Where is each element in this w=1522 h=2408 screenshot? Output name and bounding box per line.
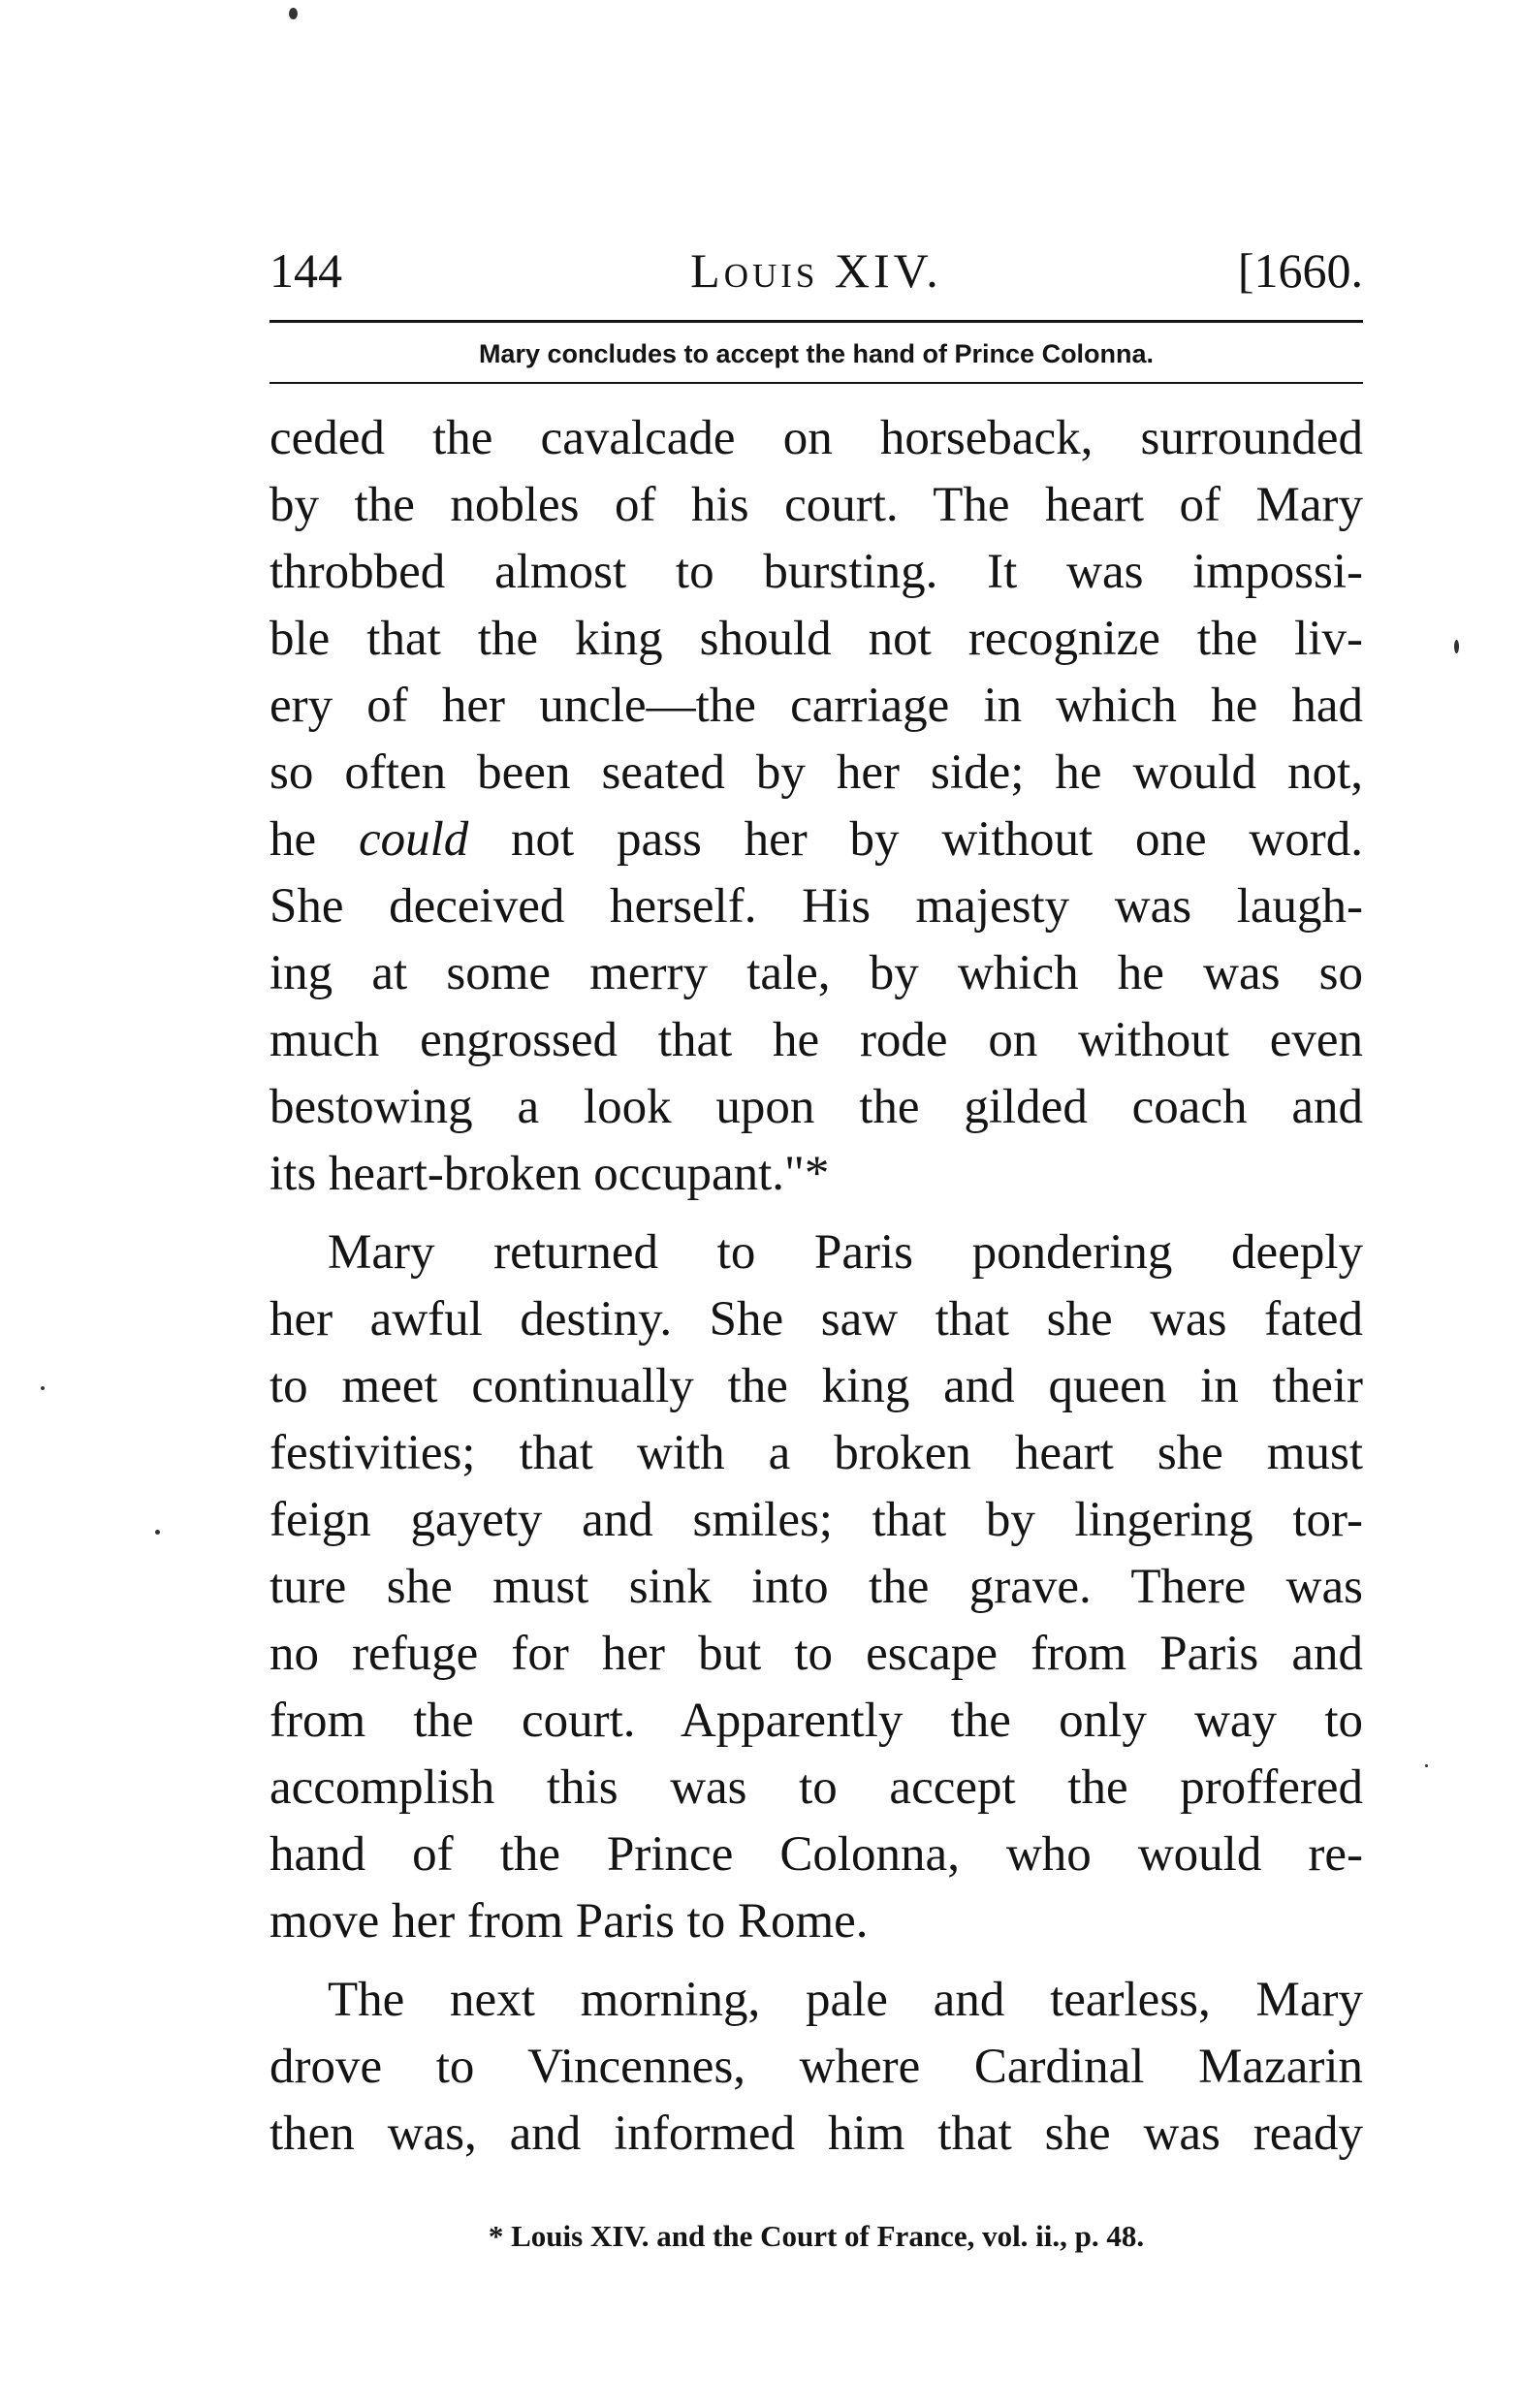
header-rule-top xyxy=(270,320,1363,323)
ink-speck xyxy=(1454,640,1459,653)
text-line: no refuge for her but to escape from Paris and xyxy=(270,1627,1363,1681)
text-line: to meet continually the king and queen in their xyxy=(270,1359,1363,1413)
text-line: drove to Vincennes, where Cardinal Mazarin xyxy=(270,2040,1363,2094)
header-rule-bottom xyxy=(270,382,1363,384)
text-line: then was, and informed him that she was ready xyxy=(270,2107,1363,2161)
text-line: so often been seated by her side; he would not, xyxy=(270,745,1363,800)
ink-speck xyxy=(289,8,298,19)
paragraph xyxy=(270,405,1363,1208)
ink-speck xyxy=(41,1386,45,1390)
text-line: its heart-broken occupant."* xyxy=(270,1147,830,1201)
paragraph xyxy=(270,1220,1363,1955)
text-line: ery of her uncle—the carriage in which he had xyxy=(270,679,1363,733)
text-line: feign gayety and smiles; that by lingering tor- xyxy=(270,1493,1363,1547)
paragraph-gap xyxy=(270,1955,1363,1967)
ink-speck xyxy=(1425,1764,1428,1767)
text-line: bestowing a look upon the gilded coach and xyxy=(270,1080,1363,1134)
page-number: 144 xyxy=(270,243,342,298)
text-line: accomplish this was to accept the proffered xyxy=(270,1760,1363,1815)
page-header xyxy=(270,237,1363,304)
text-line: Mary returned to Paris pondering deeply xyxy=(328,1225,1363,1280)
paragraph xyxy=(270,1967,1363,2168)
text-line: ble that the king should not recognize the liv- xyxy=(270,612,1363,666)
text-line: The next morning, pale and tearless, Mary xyxy=(328,1973,1363,2027)
text-line: hand of the Prince Colonna, who would re- xyxy=(270,1827,1363,1882)
footnote: * Louis XIV. and the Court of France, vol. ii., p. 48. xyxy=(488,2219,1145,2253)
text-line: ing at some merry tale, by which he was so xyxy=(270,946,1363,1000)
text-line: ture she must sink into the grave. There was xyxy=(270,1560,1363,1614)
body-text xyxy=(270,405,1363,2168)
text-line: he could not pass her by without one word. xyxy=(270,812,1363,867)
ink-speck xyxy=(155,1530,160,1535)
text-line: throbbed almost to bursting. It was impossi- xyxy=(270,545,1363,599)
paragraph-gap xyxy=(270,1208,1363,1220)
text-line: ceded the cavalcade on horseback, surrounded xyxy=(270,411,1363,465)
running-title: Louis XIV. xyxy=(690,243,942,298)
text-line: from the court. Apparently the only way to xyxy=(270,1694,1363,1748)
text-line: She deceived herself. His majesty was laugh- xyxy=(270,879,1363,934)
text-line: festivities; that with a broken heart she must xyxy=(270,1426,1363,1480)
text-line: her awful destiny. She saw that she was fated xyxy=(270,1292,1363,1347)
emphasis: could xyxy=(358,812,469,867)
header-year: [1660. xyxy=(1237,243,1363,298)
text-line: by the nobles of his court. The heart of Mary xyxy=(270,478,1363,532)
text-line: much engrossed that he rode on without even xyxy=(270,1013,1363,1067)
chapter-summary: Mary concludes to accept the hand of Prince Colonna. xyxy=(478,339,1155,368)
text-line: move her from Paris to Rome. xyxy=(270,1894,869,1949)
